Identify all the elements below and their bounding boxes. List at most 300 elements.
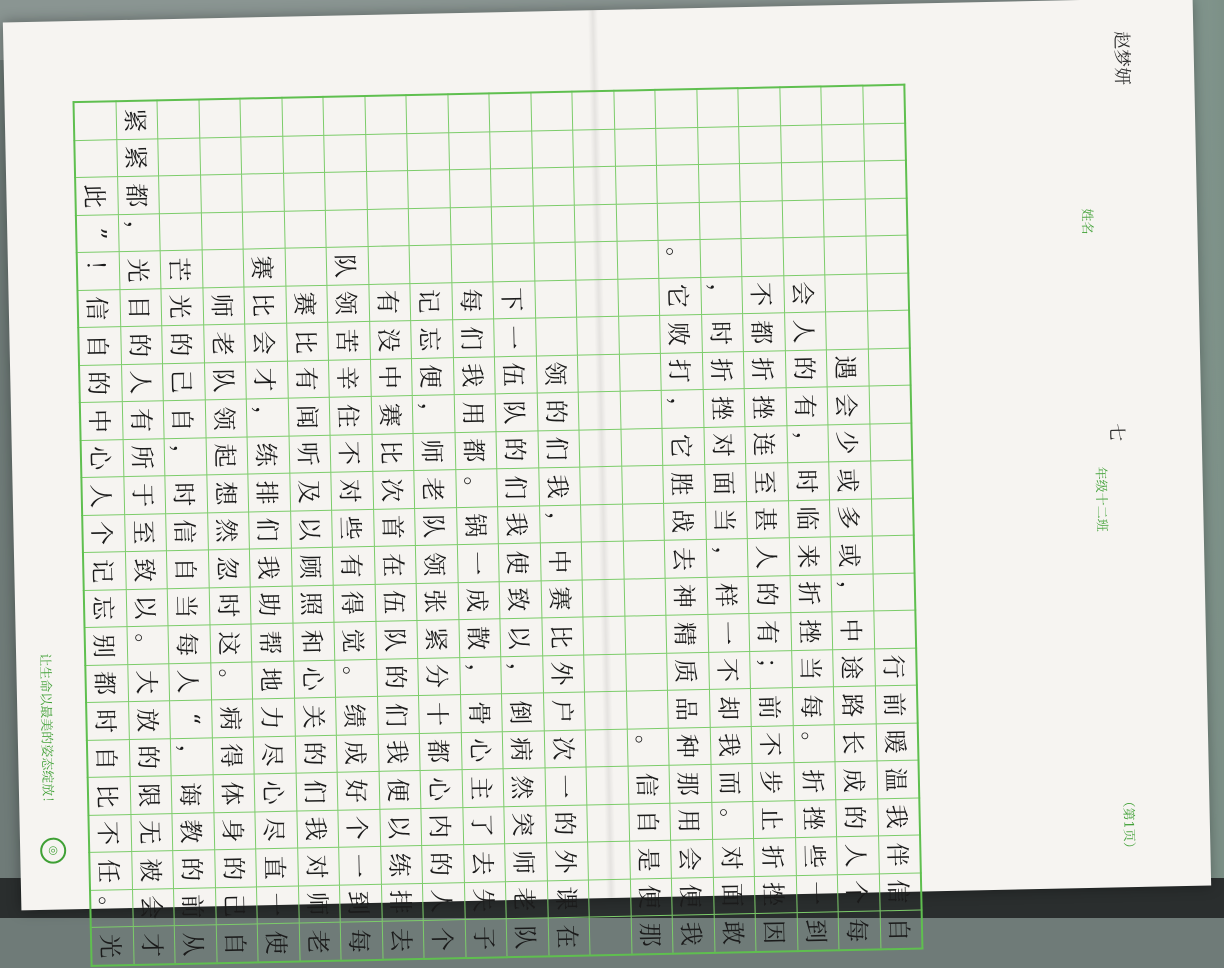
grid-cell: [497, 468, 539, 506]
grid-cell: [336, 734, 378, 772]
grid-cell: [829, 498, 871, 536]
grid-cell: [582, 579, 624, 617]
grid-cell: [740, 200, 782, 238]
grid-cell: [540, 542, 582, 580]
grid-char: 。: [94, 895, 124, 921]
grid-cell: [624, 578, 666, 616]
grid-cell: [90, 889, 133, 927]
grid-char: 。: [715, 807, 745, 833]
grid-char: 成: [462, 588, 491, 613]
grid-cell: [91, 927, 134, 966]
grid-char: 心: [85, 446, 114, 471]
grid-char: 。: [459, 475, 489, 501]
essay-paper: [3, 0, 1211, 959]
grid-char: 在: [378, 552, 407, 578]
grid-char: 途: [837, 655, 866, 680]
grid-cell: [325, 209, 367, 247]
grid-char: 队: [330, 253, 359, 278]
grid-cell: [709, 689, 751, 727]
grid-cell: [455, 431, 497, 469]
grid-cell: [620, 390, 662, 428]
grid-cell: [713, 876, 755, 914]
grid-cell: [661, 389, 703, 427]
grid-cell: [123, 476, 165, 514]
grid-char: 我: [714, 732, 743, 758]
grid-cell: [215, 886, 257, 924]
grid-cell: [129, 738, 171, 776]
grid-cell: [452, 319, 494, 357]
grid-char: 的: [177, 856, 206, 882]
grid-cell: [794, 762, 836, 800]
grid-char: 力: [256, 705, 286, 730]
grid-cell: [160, 250, 202, 288]
grid-cell: [368, 246, 410, 284]
grid-char: 些: [335, 515, 365, 541]
grid-char: 自: [884, 916, 913, 942]
grid-cell: [826, 311, 868, 349]
grid-cell: [619, 353, 661, 391]
grade-class-label: 年级十二班: [1092, 466, 1109, 532]
grid-char: 队: [379, 627, 409, 653]
grid-cell: [339, 884, 381, 922]
grid-cell: [782, 199, 824, 237]
grid-char: 去: [386, 927, 415, 952]
grid-cell: [701, 314, 743, 352]
grid-char: 子: [469, 925, 498, 951]
grid-cell: [117, 176, 159, 214]
grid-cell: [493, 280, 535, 318]
grid-char: 敢: [718, 920, 747, 946]
grid-cell: [585, 729, 627, 767]
grid-char: 自: [91, 746, 121, 771]
grid-cell: [207, 512, 249, 550]
grid-char: 个: [342, 815, 371, 841]
grid-char: 不: [746, 282, 775, 307]
grid-cell: [213, 774, 255, 812]
grid-char: 老: [303, 929, 332, 954]
grid-cell: [206, 437, 248, 475]
grid-cell: [461, 731, 503, 769]
grid-cell: [411, 320, 453, 358]
grid-cell: [622, 503, 664, 541]
grid-cell: [82, 514, 125, 552]
grid-cell: [293, 660, 335, 698]
grid-cell: [823, 199, 865, 237]
grid-cell: [159, 175, 201, 213]
grid-char: 对: [301, 854, 331, 879]
grid-cell: [877, 798, 920, 836]
grid-char: 伴: [882, 841, 911, 867]
grid-cell: [659, 277, 701, 315]
grid-char: ，: [174, 744, 204, 769]
grid-char: 紧: [120, 145, 150, 170]
grid-cell: [542, 655, 584, 693]
grid-char: 人: [840, 842, 870, 868]
grid-cell: [868, 348, 911, 386]
grid-cell: [163, 400, 205, 438]
grid-char: 都: [121, 182, 150, 208]
grid-cell: [828, 423, 870, 461]
grid-char: 比: [92, 783, 122, 809]
grid-cell: [247, 436, 289, 474]
grid-cell: [875, 685, 918, 723]
grid-cell: [174, 925, 216, 964]
grid-char: 自: [170, 556, 200, 582]
grid-char: 自: [167, 406, 197, 432]
grid-cell: [703, 389, 745, 427]
grid-char: ；: [754, 657, 783, 682]
grid-cell: [739, 163, 781, 201]
grid-char: 那: [635, 922, 664, 947]
grid-char: 。: [214, 668, 244, 694]
grid-cell: [288, 397, 330, 435]
grid-char: 练: [384, 852, 414, 877]
grid-char: 到: [801, 918, 830, 944]
grid-cell: [873, 573, 916, 611]
grid-char: 老: [509, 887, 539, 912]
grid-char: 们: [300, 779, 329, 804]
grid-cell: [836, 798, 878, 836]
grid-cell: [664, 539, 706, 577]
grid-char: ，: [790, 431, 820, 456]
grid-cell: [613, 90, 655, 129]
grid-cell: [584, 654, 626, 692]
grid-char: 然: [507, 774, 536, 800]
grid-cell: [754, 838, 796, 876]
grid-cell: [705, 501, 747, 539]
grid-cell: [711, 801, 753, 839]
grid-char: 体: [217, 780, 246, 806]
grid-cell: [380, 845, 422, 883]
grid-cell: [323, 96, 365, 135]
grid-cell: [783, 274, 825, 312]
grid-char: 或: [833, 467, 862, 493]
grid-char: 内: [425, 814, 454, 839]
grid-cell: [200, 174, 242, 212]
grid-char: 我: [253, 555, 283, 580]
grid-char: 的: [752, 582, 781, 607]
grid-char: 信: [631, 772, 661, 797]
grid-cell: [837, 836, 879, 874]
grid-cell: [74, 101, 117, 140]
grid-cell: [533, 205, 575, 243]
grid-char: 都: [458, 438, 488, 463]
grid-cell: [205, 399, 247, 437]
grid-char: 品: [671, 696, 701, 721]
grid-cell: [573, 166, 615, 204]
grid-char: 精: [670, 621, 699, 646]
grid-char: 中: [84, 408, 114, 434]
grid-cell: [548, 917, 590, 956]
grid-cell: [289, 472, 331, 510]
grid-cell: [450, 206, 492, 244]
grid-cell: [752, 763, 794, 801]
grid-char: 赛: [545, 586, 574, 612]
grid-cell: [572, 91, 614, 130]
grid-cell: [822, 161, 864, 199]
grid-cell: [824, 236, 866, 274]
grid-char: 败: [663, 321, 693, 347]
grid-cell: [664, 502, 706, 540]
grid-cell: [408, 170, 450, 208]
grid-cell: [535, 317, 577, 355]
grid-char: 每: [455, 288, 485, 313]
grid-cell: [381, 883, 423, 921]
grid-char: 师: [206, 293, 236, 319]
grid-cell: [124, 513, 166, 551]
grid-cell: [296, 772, 338, 810]
grid-cell: [79, 364, 122, 402]
grid-char: 听: [292, 441, 322, 467]
slogan-text: 让生命以最美的姿态绽放！: [36, 653, 55, 810]
grid-cell: [615, 165, 657, 203]
grid-char: 中: [836, 617, 865, 643]
grid-char: 骨: [464, 700, 493, 726]
grid-char: 排: [252, 480, 281, 505]
grid-char: 顾: [295, 554, 324, 579]
grid-cell: [368, 283, 410, 321]
grid-char: 队: [208, 368, 237, 394]
grid-cell: [126, 588, 168, 626]
grid-cell: [256, 886, 298, 924]
grid-cell: [786, 424, 828, 462]
grid-cell: [865, 198, 908, 236]
grid-char: 是: [633, 847, 662, 872]
grid-cell: [670, 802, 712, 840]
grid-cell: [833, 686, 875, 724]
grid-char: 们: [381, 702, 410, 728]
grid-cell: [866, 273, 909, 311]
grid-char: 时: [90, 708, 120, 734]
grid-char: 便: [634, 884, 663, 910]
grid-cell: [204, 362, 246, 400]
grid-char: 们: [253, 517, 282, 543]
grid-cell: [491, 168, 533, 206]
grid-char: 倒: [505, 699, 535, 725]
grid-cell: [328, 321, 370, 359]
grid-cell: [123, 438, 165, 476]
grid-cell: [546, 842, 588, 880]
grid-cell: [827, 386, 869, 424]
grid-cell: [869, 385, 912, 423]
grid-char: 们: [501, 474, 530, 500]
grid-char: 记: [414, 289, 443, 314]
grid-cell: [172, 812, 214, 850]
grid-char: 比: [290, 329, 320, 354]
grid-cell: [458, 581, 500, 619]
grid-cell: [419, 732, 461, 770]
student-name-value: 赵梦妍: [1110, 30, 1133, 86]
grid-char: 会: [249, 330, 278, 355]
grid-char: 外: [550, 848, 580, 874]
grid-char: 首: [377, 514, 406, 540]
grid-char: 。: [339, 665, 368, 691]
grid-char: 不: [712, 657, 742, 683]
grid-cell: [794, 799, 836, 837]
grid-cell: [588, 879, 630, 917]
grid-cell: [660, 352, 702, 390]
grid-cell: [580, 466, 622, 504]
grid-cell: [587, 804, 629, 842]
grid-char: 自: [83, 333, 112, 359]
grid-cell: [792, 687, 834, 725]
grid-cell: [85, 627, 128, 665]
grid-char: 战: [667, 508, 697, 534]
grid-cell: [365, 133, 407, 171]
grid-cell: [127, 626, 169, 664]
grid-cell: [375, 583, 417, 621]
grid-cell: [871, 498, 914, 536]
grid-cell: [122, 401, 164, 439]
grid-cell: [170, 737, 212, 775]
grid-cell: [292, 585, 334, 623]
grid-cell: [377, 696, 419, 734]
grade-value: 七: [1105, 423, 1127, 442]
grid-char: 才: [137, 932, 166, 958]
grid-cell: [294, 697, 336, 735]
grid-cell: [536, 355, 578, 393]
grid-char: 我: [300, 816, 330, 842]
grid-cell: [419, 695, 461, 733]
grid-cell: [130, 776, 172, 814]
grid-cell: [699, 201, 741, 239]
grid-cell: [666, 614, 708, 652]
grid-cell: [256, 848, 298, 886]
grid-char: 用: [458, 400, 487, 426]
grid-char: ”: [83, 226, 112, 240]
grid-cell: [656, 127, 698, 165]
grid-cell: [464, 881, 506, 919]
grid-cell: [290, 510, 332, 548]
grid-cell: [626, 690, 668, 728]
grid-cell: [332, 546, 374, 584]
grid-char: 练: [251, 442, 280, 468]
grid-cell: [621, 465, 663, 503]
grid-cell: [750, 688, 792, 726]
grid-cell: [537, 392, 579, 430]
grid-cell: [747, 538, 789, 576]
grid-cell: [336, 696, 378, 734]
grid-cell: [625, 653, 667, 691]
grid-cell: [337, 771, 379, 809]
grid-char: 质: [671, 658, 700, 684]
grid-cell: [422, 845, 464, 883]
grid-cell: [872, 535, 915, 573]
grid-cell: [576, 279, 618, 317]
grid-char: 多: [833, 505, 863, 531]
grid-char: 的: [789, 356, 818, 381]
grid-cell: [455, 469, 497, 507]
grid-cell: [503, 768, 545, 806]
grid-cell: [211, 699, 253, 737]
grid-char: 紧: [119, 107, 149, 133]
grid-cell: [245, 361, 287, 399]
grid-char: 课: [551, 886, 580, 912]
grid-cell: [168, 625, 210, 663]
grid-cell: [254, 773, 296, 811]
grid-char: 户: [547, 698, 576, 724]
grid-cell: [299, 922, 341, 961]
grid-cell: [454, 394, 496, 432]
grid-char: 领: [331, 290, 360, 316]
grid-cell: [328, 359, 370, 397]
name-label: 姓名: [1078, 208, 1095, 235]
grid-char: 不: [334, 440, 363, 466]
grid-cell: [862, 85, 905, 124]
grid-char: 时: [213, 593, 242, 619]
grid-char: 折: [797, 768, 827, 794]
grid-cell: [418, 657, 460, 695]
grid-cell: [577, 316, 619, 354]
grid-cell: [198, 99, 240, 138]
grid-cell: [415, 545, 457, 583]
grid-cell: [406, 94, 448, 133]
grid-char: 它: [666, 433, 695, 459]
grid-char: 于: [127, 482, 157, 508]
grid-cell: [706, 539, 748, 577]
grid-cell: [329, 396, 371, 434]
grid-char: 自: [220, 930, 249, 956]
grid-cell: [494, 355, 536, 393]
grid-char: 的: [124, 332, 154, 358]
grid-cell: [506, 918, 548, 957]
grid-char: 信: [883, 879, 912, 905]
grid-char: 因: [759, 919, 789, 945]
grid-char: 所: [126, 445, 156, 470]
grid-cell: [838, 911, 880, 950]
grid-cell: [244, 286, 286, 324]
grid-char: 无: [134, 820, 164, 845]
grid-cell: [863, 123, 906, 161]
grid-cell: [379, 770, 421, 808]
grid-cell: [700, 276, 742, 314]
grid-cell: [793, 724, 835, 762]
grid-cell: [249, 511, 291, 549]
grid-char: 对: [707, 433, 737, 458]
grid-char: 中: [374, 365, 403, 390]
grid-cell: [373, 508, 415, 546]
grid-cell: [407, 132, 449, 170]
grid-cell: [494, 318, 536, 356]
grid-char: 比: [545, 623, 575, 649]
grid-char: ，: [835, 580, 864, 605]
grid-char: 好: [341, 778, 370, 803]
grid-char: 便: [382, 777, 412, 803]
grid-cell: [212, 736, 254, 774]
grid-cell: [253, 736, 295, 774]
grid-cell: [340, 921, 382, 960]
grid-char: 每: [842, 917, 872, 943]
grid-char: 不: [755, 732, 785, 757]
grid-cell: [284, 210, 326, 248]
grid-cell: [830, 536, 872, 574]
grid-cell: [786, 387, 828, 425]
grid-char: 得: [216, 743, 245, 768]
grid-cell: [660, 314, 702, 352]
grid-char: 直: [260, 855, 289, 880]
grid-cell: [334, 621, 376, 659]
grid-char: 别: [89, 633, 118, 659]
grid-cell: [127, 663, 169, 701]
grid-cell: [202, 249, 244, 287]
grid-cell: [411, 357, 453, 395]
grid-cell: [788, 499, 830, 537]
grid-char: 到: [343, 890, 373, 916]
grid-char: ，: [122, 220, 151, 245]
grid-cell: [131, 851, 173, 889]
grid-char: 对: [716, 845, 745, 871]
grid-cell: [75, 177, 118, 215]
